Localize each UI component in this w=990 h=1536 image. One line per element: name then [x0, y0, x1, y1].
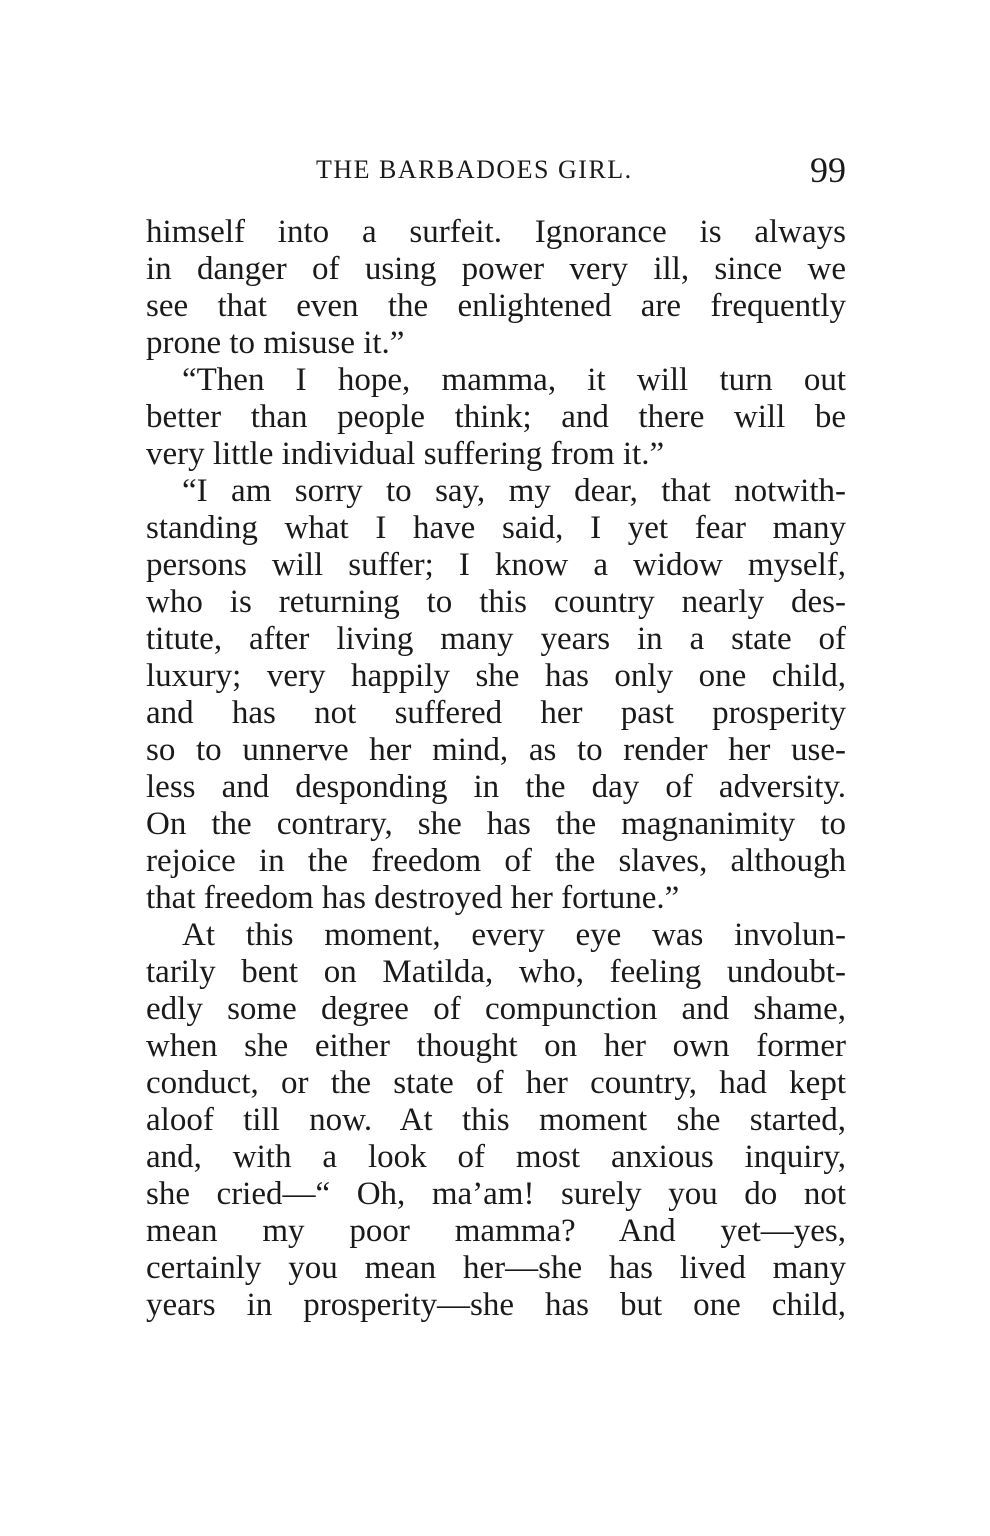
page-header — [146, 150, 846, 190]
text-line: that freedom has destroyed her fortune.” — [146, 880, 680, 916]
text-line: rejoice in the freedom of the slaves, although — [146, 843, 846, 879]
text-line: better than people think; and there will be — [146, 399, 846, 435]
text-line: certainly you mean her—she has lived many — [146, 1250, 846, 1286]
text-line: luxury; very happily she has only one child, — [146, 658, 846, 694]
text-line: aloof till now. At this moment she started, — [146, 1102, 846, 1138]
text-line: At this moment, every eye was involun- — [182, 917, 846, 953]
text-line: who is returning to this country nearly des- — [146, 584, 846, 620]
text-line: see that even the enlightened are frequently — [146, 288, 846, 324]
text-line: mean my poor mamma? And yet—yes, — [146, 1213, 846, 1249]
text-line: himself into a surfeit. Ignorance is always — [146, 214, 846, 250]
text-line: when she either thought on her own former — [146, 1028, 846, 1064]
text-line: “Then I hope, mamma, it will turn out — [182, 362, 846, 398]
text-line: and, with a look of most anxious inquiry, — [146, 1139, 846, 1175]
body-text — [146, 214, 846, 1324]
text-line: standing what I have said, I yet fear many — [146, 510, 846, 546]
running-title: THE BARBADOES GIRL. — [316, 155, 633, 184]
text-line: and has not suffered her past prosperity — [146, 695, 846, 731]
page-number: 99 — [810, 150, 846, 190]
text-line: years in prosperity—she has but one child, — [146, 1287, 846, 1323]
text-line: she cried—“ Oh, ma’am! surely you do not — [146, 1176, 846, 1212]
text-line: tarily bent on Matilda, who, feeling undoubt- — [146, 954, 846, 990]
text-line: “I am sorry to say, my dear, that notwith- — [182, 473, 846, 509]
text-line: On the contrary, she has the magnanimity to — [146, 806, 846, 842]
text-line: conduct, or the state of her country, had kept — [146, 1065, 846, 1101]
text-line: very little individual suffering from it.” — [146, 436, 665, 472]
text-line: less and desponding in the day of adversity. — [146, 769, 846, 805]
text-line: edly some degree of compunction and shame, — [146, 991, 846, 1027]
text-line: titute, after living many years in a state of — [146, 621, 846, 657]
text-line: in danger of using power very ill, since we — [146, 251, 846, 287]
text-line: prone to misuse it.” — [146, 325, 405, 361]
text-line: so to unnerve her mind, as to render her use- — [146, 732, 846, 768]
text-line: persons will suffer; I know a widow myself, — [146, 547, 846, 583]
